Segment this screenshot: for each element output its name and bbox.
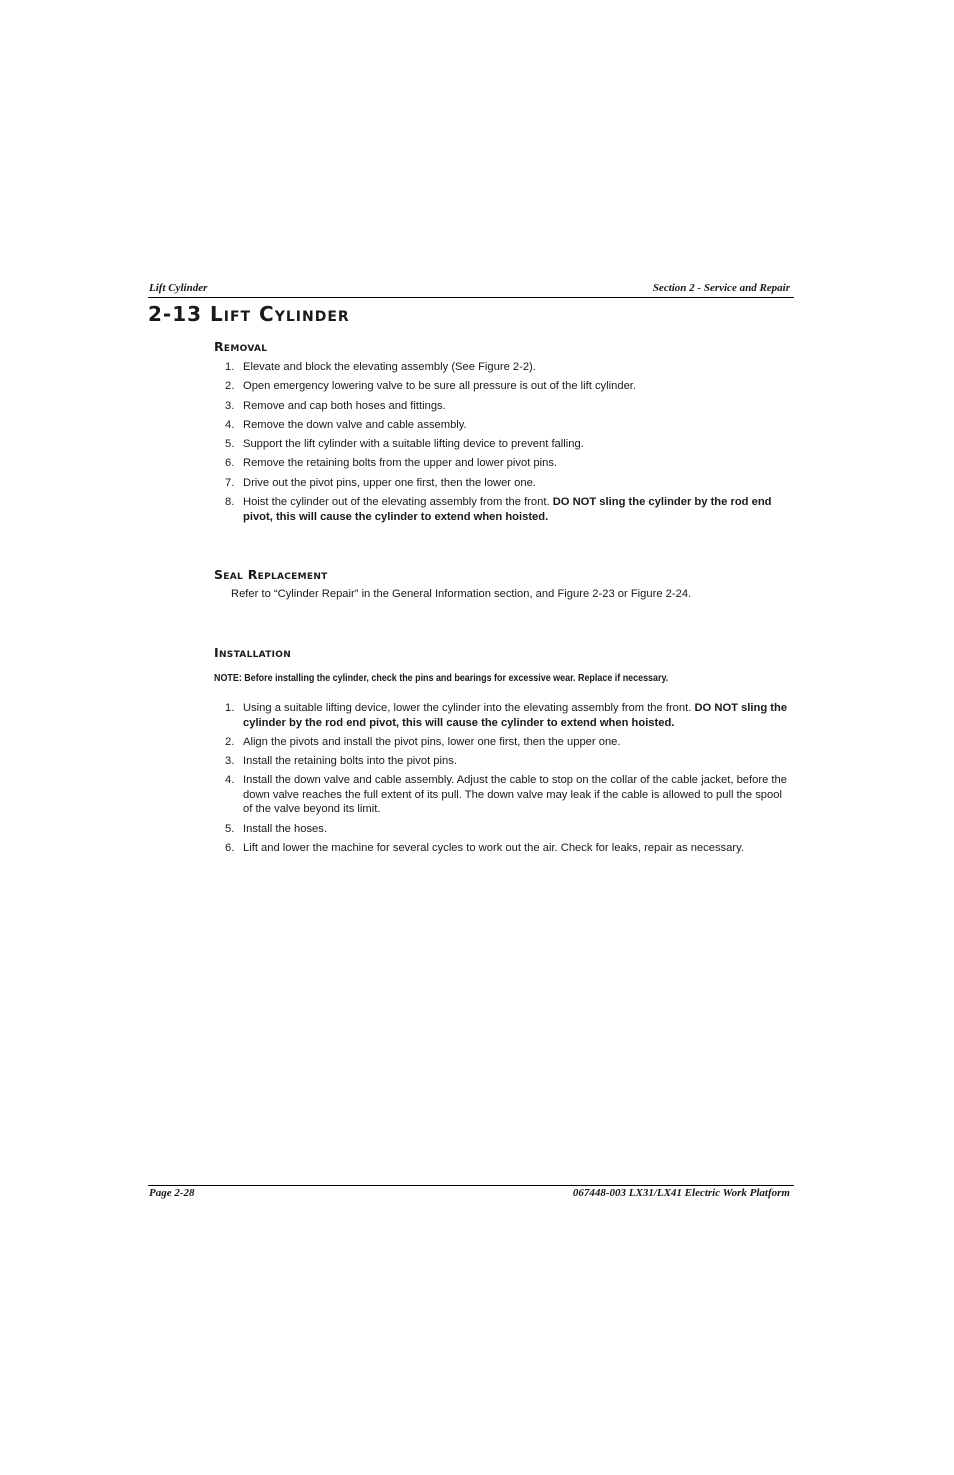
- header-section-name: Lift Cylinder: [149, 282, 208, 294]
- step-number: 4.: [225, 418, 235, 431]
- installation-steps: [214, 701, 794, 860]
- removal-steps: [214, 360, 794, 529]
- step-text: Using a suitable lifting device, lower the cylinder into the elevating assembly from the front.: [243, 702, 695, 714]
- step-text: Remove and cap both hoses and fittings.: [243, 399, 446, 412]
- step-number: 7.: [225, 476, 235, 489]
- step-number: 5.: [225, 822, 235, 835]
- step-text: Remove the retaining bolts from the upper and lower pivot pins.: [243, 457, 558, 470]
- list-item: [214, 379, 794, 394]
- step-text: Elevate and block the elevating assembly (See Figure 2-2).: [243, 361, 536, 373]
- step-warning: DO NOT sling the cylinder by the rod end pivot, this will cause the cylinder to extend when hoisted.: [243, 702, 788, 729]
- list-item: [214, 701, 794, 730]
- page-header: [148, 281, 794, 298]
- step-text: Lift and lower the machine for several cycles to work out the air. Check for leaks, repair as necessary.: [243, 841, 744, 854]
- step-text: Support the lift cylinder with a suitable lifting device to prevent falling.: [243, 438, 584, 451]
- step-text: Hoist the cylinder out of the elevating assembly from the front.: [243, 496, 553, 509]
- step-number: 4.: [225, 774, 235, 787]
- step-number: 1.: [225, 702, 235, 714]
- page-number: Page 2-28: [149, 1187, 195, 1199]
- step-number: 6.: [225, 841, 235, 854]
- list-item: [214, 841, 794, 856]
- header-section-title: Section 2 - Service and Repair: [652, 282, 790, 294]
- list-item: [214, 476, 794, 491]
- list-item: [214, 437, 794, 452]
- step-number: 2.: [225, 735, 235, 748]
- list-item: [214, 735, 794, 750]
- removal-heading: Removal: [214, 339, 268, 354]
- list-item: [214, 456, 794, 471]
- step-text: Install the retaining bolts into the pivot pins.: [243, 755, 457, 768]
- step-text: Align the pivots and install the pivot pins, lower one first, then the upper one.: [243, 735, 621, 748]
- step-number: 3.: [225, 755, 235, 768]
- step-text: Drive out the pivot pins, upper one first, then the lower one.: [243, 476, 536, 489]
- list-item: [214, 418, 794, 433]
- step-number: 3.: [225, 399, 235, 412]
- step-number: 2.: [225, 380, 235, 393]
- seal-replacement-text: Refer to “Cylinder Repair” in the General Information section, and Figure 2-23 or Figure 2-24.: [231, 588, 692, 600]
- step-number: 1.: [225, 361, 235, 373]
- list-item: [214, 360, 794, 375]
- list-item: [214, 399, 794, 414]
- installation-heading: Installation: [214, 645, 292, 660]
- step-number: 8.: [225, 496, 235, 509]
- list-item: [214, 773, 794, 817]
- installation-note: NOTE: Before installing the cylinder, check the pins and bearings for excessive wear. Replace if necessary.: [214, 673, 669, 684]
- step-text: Open emergency lowering valve to be sure all pressure is out of the lift cylinder.: [243, 380, 637, 393]
- step-number: 5.: [225, 438, 235, 451]
- list-item: [214, 822, 794, 837]
- step-number: 6.: [225, 457, 235, 470]
- step-warning: DO NOT sling the cylinder by the rod end pivot, this will cause the cylinder to extend when hoisted.: [243, 496, 772, 523]
- page-footer: [148, 1185, 794, 1202]
- page-title: 2-13 Lift Cylinder: [148, 302, 350, 326]
- list-item: [214, 754, 794, 769]
- seal-replacement-heading: Seal Replacement: [214, 567, 328, 582]
- step-text: Remove the down valve and cable assembly.: [243, 418, 467, 431]
- step-text: Install the hoses.: [243, 822, 327, 835]
- document-id: 067448-003 LX31/LX41 Electric Work Platform: [572, 1187, 790, 1199]
- list-item: [214, 495, 794, 524]
- step-text: Install the down valve and cable assembly. Adjust the cable to stop on the collar of the cable jacket, before the down valve reaches the full extent of its pull. The down valve may leak if the cable is allowed to pull the spool of the valve beyond its limit.: [243, 774, 787, 816]
